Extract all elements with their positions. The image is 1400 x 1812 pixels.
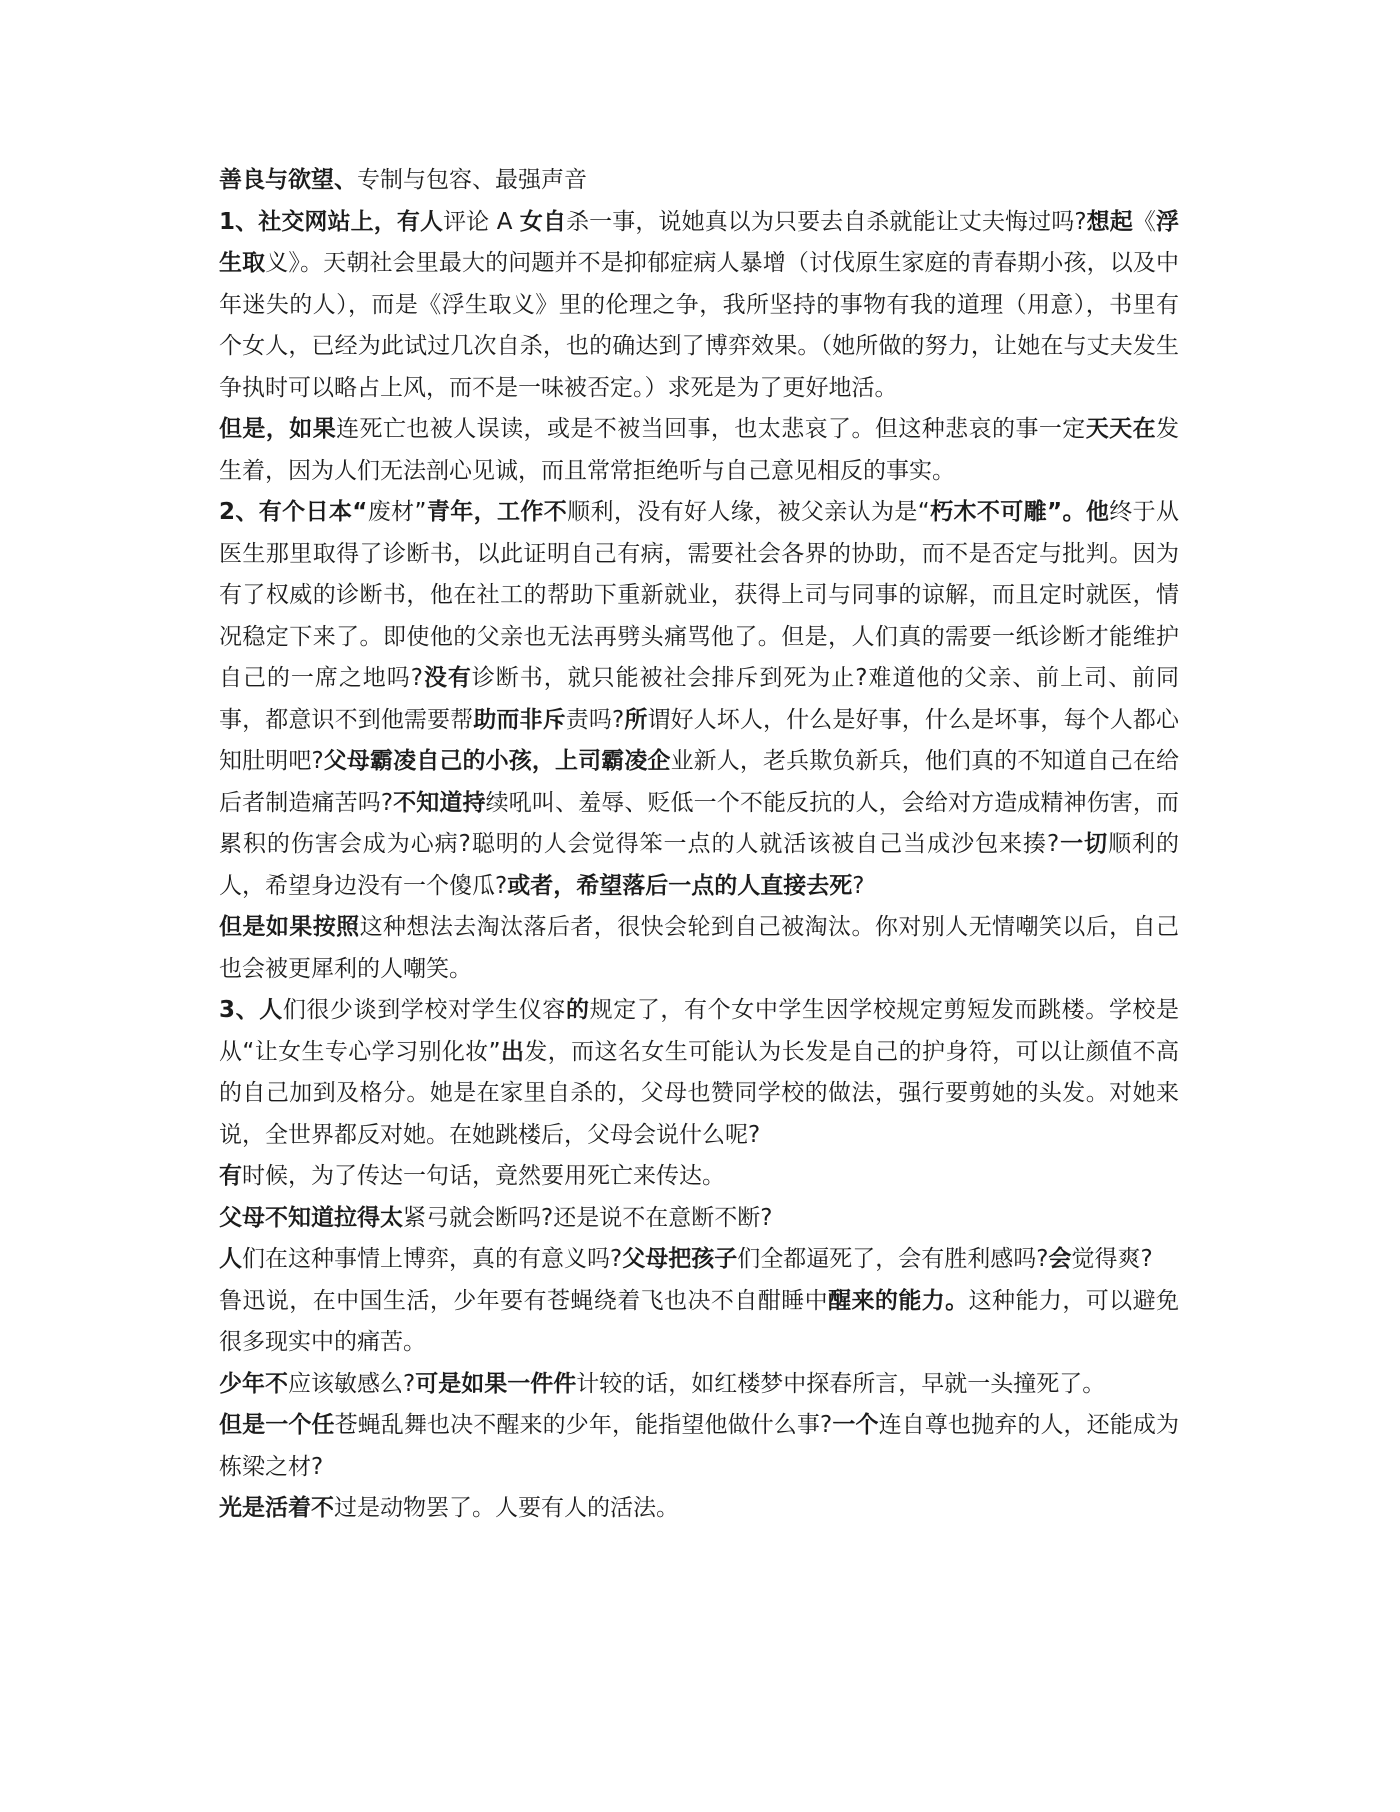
title-normal-part: 专制与包容、最强声音 xyxy=(357,167,587,193)
bold-text-run: 天天在 xyxy=(1085,416,1157,442)
text-run: 发，而这名女生可能认为长发是自己的护身符，可以让颜值不高的自己加到及格分。她是在家里自杀的，父母也赞同学校的做法，强行要剪她的头发。对她来说，全世界都反对她。在她跳楼后，父母会说什么呢? xyxy=(219,1038,1179,1148)
text-run: 这种能力，可以避免很多现实中的痛苦。 xyxy=(219,1287,1180,1355)
text-run: 这种想法去淘汰落后者，很快会轮到自己被淘汰。你对别人无情嘲笑以后，自己也会被更犀利的人嘲笑。 xyxy=(219,914,1180,982)
text-run: 们全都逼死了，会有胜利感吗? xyxy=(737,1246,1049,1272)
text-run: 谓好人坏人，什么是好事，什么是坏事，每个人都心知肚明吧? xyxy=(219,706,1180,774)
bold-text-run: 所 xyxy=(624,706,648,733)
bold-text-run: 青年，工作不 xyxy=(426,499,568,525)
text-run: 觉得爽? xyxy=(1071,1246,1153,1272)
bold-text-run: 有 xyxy=(219,1163,242,1189)
text-run: 连死亡也被人误读，或是不被当回事，也太悲哀了。但这种悲哀的事一定 xyxy=(336,416,1086,442)
paragraph xyxy=(219,1488,1179,1530)
text-run: 应该敏感么? xyxy=(288,1370,416,1397)
text-run: 顺利，没有好人缘，被父亲认为是“ xyxy=(567,499,930,525)
text-run: 紧弓就会断吗?还是说不在意断不断? xyxy=(403,1204,773,1231)
text-run: 苍蝇乱舞也决不醒来的少年，能指望他做什么事? xyxy=(334,1412,833,1438)
text-run: 诊断书，就只能被社会排斥到死为止?难道他的父亲、前上司、前同事，都意识不到他需要帮 xyxy=(219,665,1179,733)
bold-text-run: 女自 xyxy=(519,208,567,235)
document-title xyxy=(219,160,1179,202)
text-run: 时候，为了传达一句话，竟然要用死亡来传达。 xyxy=(242,1163,725,1189)
bold-text-run: 3、人 xyxy=(219,997,283,1023)
bold-text-run: 父母把孩子 xyxy=(622,1246,738,1272)
paragraph xyxy=(219,1364,1179,1406)
text-run: 续吼叫、羞辱、贬低一个不能反抗的人，会给对方造成精神伤害，而累积的伤害会成为心病?聪明的人会觉得笨一点的人就活该被自己当成沙包来揍? xyxy=(219,789,1180,857)
bold-text-run: 想起 xyxy=(1086,208,1133,235)
bold-text-run: 一个 xyxy=(832,1412,879,1438)
paragraph xyxy=(219,409,1179,492)
bold-text-run: 可是如果一件件 xyxy=(415,1370,577,1397)
text-run: 废材” xyxy=(367,499,427,525)
bold-text-run: 但是一个任 xyxy=(219,1412,335,1438)
paragraph xyxy=(219,1239,1179,1281)
bold-text-run: 少年不 xyxy=(219,1370,288,1397)
text-run: 过是动物罢了。人要有人的活法。 xyxy=(334,1495,679,1521)
paragraph xyxy=(219,1156,1179,1198)
bold-text-run: 1、社交网站上，有人 xyxy=(219,208,444,235)
bold-text-run: 父母霸凌自己的小孩，上司霸凌企 xyxy=(323,748,671,774)
text-run: 鲁迅说，在中国生活，少年要有苍蝇绕着飞也决不自酣睡中 xyxy=(219,1287,829,1314)
text-run: 业新人，老兵欺负新兵，他们真的不知道自己在给后者制造痛苦吗? xyxy=(219,748,1180,816)
paragraph xyxy=(219,1405,1179,1488)
bold-text-run: 一切 xyxy=(1059,831,1109,857)
bold-text-run: 没有 xyxy=(422,665,472,691)
paragraph xyxy=(219,990,1179,1156)
bold-text-run: 父母不知道拉得太 xyxy=(219,1204,403,1231)
paragraph xyxy=(219,1198,1179,1240)
bold-text-run: 助而非斥 xyxy=(473,706,566,733)
text-run: 规定了，有个女中学生因学校规定剪短发而跳楼。学校是从“让女生专心学习别化妆” xyxy=(219,997,1180,1065)
bold-text-run: 出 xyxy=(500,1038,525,1065)
text-run: ? xyxy=(852,872,865,899)
paragraph xyxy=(219,492,1179,907)
bold-text-run: 不知道持 xyxy=(393,789,486,816)
bold-text-run: 但是如果按照 xyxy=(219,914,360,940)
text-run: 发生着，因为人们无法剖心见诚，而且常常拒绝听与自己意见相反的事实。 xyxy=(219,416,1180,484)
bold-text-run: 会 xyxy=(1048,1246,1072,1272)
paragraph xyxy=(219,907,1179,990)
paragraph xyxy=(219,1281,1179,1364)
text-run: 们在这种事情上博弈，真的有意义吗? xyxy=(242,1246,623,1272)
bold-text-run: 朽木不可雕”。他 xyxy=(929,499,1110,525)
text-run: 顺利的人，希望身边没有一个傻瓜? xyxy=(219,831,1180,899)
text-run: 评论 A xyxy=(443,208,520,235)
bold-text-run: 光是活着不 xyxy=(219,1495,334,1521)
bold-text-run: 的 xyxy=(566,997,590,1023)
text-run: 终于从医生那里取得了诊断书，以此证明自己有病，需要社会各界的协助，而不是否定与批判。因为有了权威的诊断书，他在社工的帮助下重新就业，获得上司与同事的谅解，而且定时就医，情况稳定下来了。即使他的父亲也无法再劈头痛骂他了。但是，人们真的需要一纸诊断才能维护自己的一席之地吗? xyxy=(219,499,1180,691)
bold-text-run: 醒来的能力。 xyxy=(828,1287,969,1314)
text-run: 《 xyxy=(1132,208,1157,235)
text-run: 责吗? xyxy=(565,706,625,733)
paragraph xyxy=(219,202,1179,410)
title-bold-part: 善良与欲望、 xyxy=(219,167,357,193)
text-run: 杀一事，说她真以为只要去自杀就能让丈夫悔过吗? xyxy=(566,208,1087,235)
bold-text-run: 浮生取 xyxy=(219,208,1180,276)
bold-text-run: 但是，如果 xyxy=(219,416,337,442)
bold-text-run: 2、有个日本“ xyxy=(219,499,368,525)
text-run: 们很少谈到学校对学生仪容 xyxy=(282,997,567,1023)
text-run: 计较的话，如红楼梦中探春所言，早就一头撞死了。 xyxy=(576,1370,1106,1397)
document-page xyxy=(219,160,1179,1530)
text-run: 义》。天朝社会里最大的问题并不是抑郁症病人暴增（讨伐原生家庭的青春期小孩，以及中年迷失的人），而是《浮生取义》里的伦理之争，我所坚持的事物有我的道理（用意），书里有个女人，已经为此试过几次自杀，也的确达到了博弈效果。（她所做的努力，让她在与丈夫发生争执时可以略占上风，而不是一味被否定。）求死是为了更好地活。 xyxy=(219,250,1180,401)
text-run: 连自尊也抛弃的人，还能成为栋梁之材? xyxy=(219,1412,1180,1480)
document-body xyxy=(219,202,1179,1530)
bold-text-run: 人 xyxy=(219,1246,242,1272)
bold-text-run: 或者，希望落后一点的人直接去死 xyxy=(507,872,853,899)
